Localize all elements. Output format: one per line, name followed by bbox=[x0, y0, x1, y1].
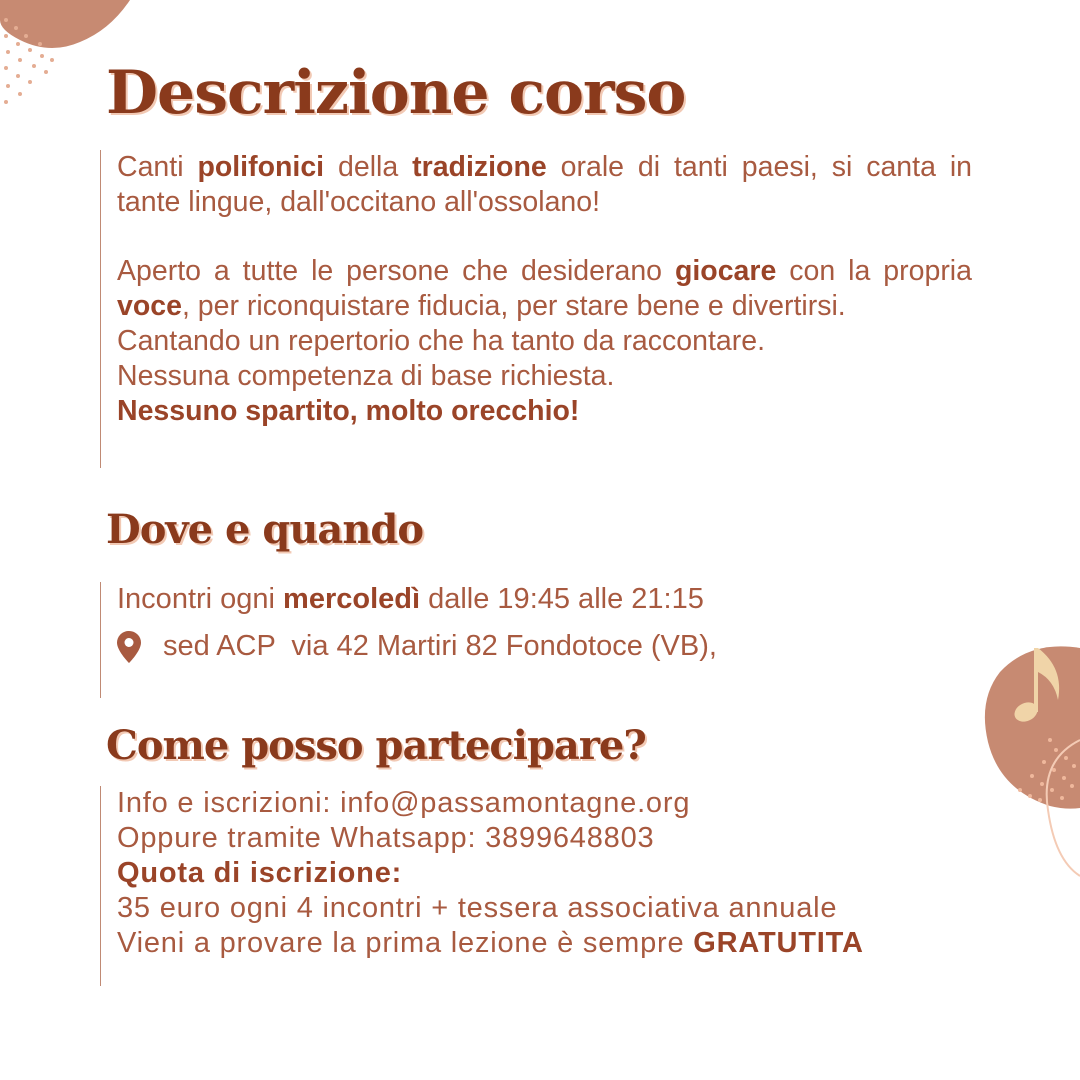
section-title-descrizione: Descrizione corso bbox=[106, 58, 686, 128]
descrizione-paragraph-4: Nessuna competenza di base richiesta. bbox=[117, 360, 615, 392]
bold-voce: voce bbox=[117, 290, 182, 322]
top-left-blob bbox=[0, 0, 130, 48]
text-fragment: Canti bbox=[117, 151, 198, 183]
right-blob bbox=[985, 646, 1080, 808]
text-fragment: Vieni a provare la prima lezione è sempre bbox=[117, 927, 694, 959]
location-text: sed ACP via 42 Martiri 82 Fondotoce (VB), bbox=[163, 630, 717, 662]
quota-text: 35 euro ogni 4 incontri + tessera associativa annuale bbox=[117, 892, 838, 924]
descrizione-paragraph-1 bbox=[117, 150, 972, 220]
info-line: Info e iscrizioni: info@passamontagne.org bbox=[117, 787, 691, 819]
location-pin-icon bbox=[117, 631, 141, 663]
descrizione-paragraph-3: Cantando un repertorio che ha tanto da raccontare. bbox=[117, 325, 766, 357]
music-note-icon bbox=[1011, 648, 1059, 725]
location-row bbox=[117, 629, 972, 664]
text-fragment: , per riconquistare fiducia, per stare bene e divertirsi. bbox=[181, 290, 846, 322]
bold-gratutita: GRATUTITA bbox=[693, 927, 864, 959]
text-fragment: con la propria bbox=[776, 255, 972, 287]
whatsapp-line: Oppure tramite Whatsapp: 3899648803 bbox=[117, 822, 655, 854]
bold-polifonici: polifonici bbox=[197, 151, 325, 183]
right-curve-line bbox=[1047, 740, 1080, 876]
right-dots bbox=[1018, 738, 1076, 802]
text-fragment: Aperto a tutte le persone che desiderano bbox=[117, 255, 675, 287]
section-title-come: Come posso partecipare? bbox=[106, 722, 646, 769]
spacer bbox=[117, 220, 972, 254]
descrizione-paragraph-5: Nessuno spartito, molto orecchio! bbox=[117, 395, 580, 427]
text-fragment: orale di tanti paesi, si canta in tante lingue, dall'occitano all'ossolano! bbox=[117, 151, 973, 218]
quota-label: Quota di iscrizione: bbox=[117, 857, 403, 889]
top-left-dots bbox=[4, 18, 54, 104]
prova-line bbox=[117, 926, 1020, 961]
text-fragment: della bbox=[324, 151, 413, 183]
schedule-line bbox=[117, 582, 972, 617]
come-block bbox=[100, 786, 1020, 986]
dove-block bbox=[100, 582, 972, 698]
bold-giocare: giocare bbox=[674, 255, 777, 287]
text-fragment: Incontri ogni bbox=[117, 583, 284, 615]
bold-tradizione: tradizione bbox=[412, 151, 547, 183]
bold-mercoledi: mercoledì bbox=[283, 583, 421, 615]
descrizione-block bbox=[100, 150, 972, 468]
section-title-dove: Dove e quando bbox=[106, 506, 424, 553]
descrizione-paragraph-2 bbox=[117, 254, 972, 324]
text-fragment: dalle 19:45 alle 21:15 bbox=[420, 583, 704, 615]
